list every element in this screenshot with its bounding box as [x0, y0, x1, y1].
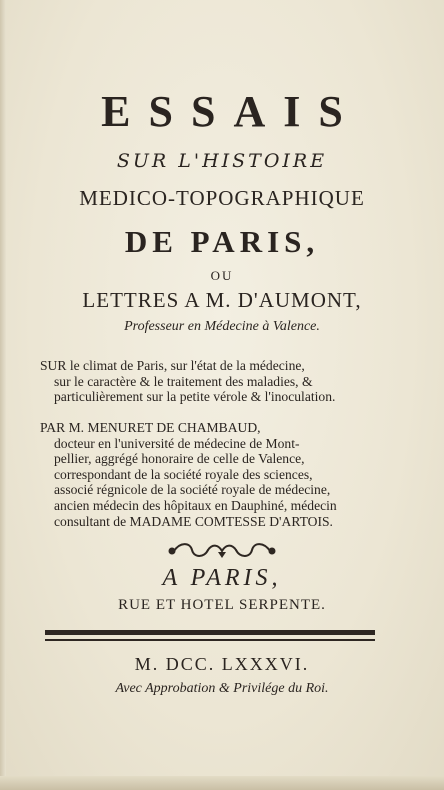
author-line: ancien médecin des hôpitaux en Dauphiné, médecin: [54, 497, 337, 513]
title-line-3: DE PARIS,: [124, 224, 320, 259]
description-line: particulièrement sur la petite vérole & l'inoculation.: [54, 389, 336, 405]
title-line-ou: OU: [210, 268, 234, 283]
author-paragraph: [40, 420, 410, 529]
thick-rule: [45, 630, 375, 635]
description-line: SUR le climat de Paris, sur l'état de la médecine,: [40, 358, 305, 373]
author-line: PAR M. MENURET DE CHAMBAUD,: [40, 420, 261, 435]
imprint-city: A PARIS,: [162, 565, 282, 591]
page-edge-bottom: [0, 776, 444, 790]
ornament-icon: [166, 540, 278, 562]
book-title: ESSAIS: [101, 87, 361, 136]
imprint-address: RUE ET HOTEL SERPENTE.: [118, 597, 326, 613]
royal-privilege: Avec Approbation & Privilége du Roi.: [115, 681, 329, 696]
publication-date: M. DCC. LXXXVI.: [134, 654, 310, 674]
thin-rule: [45, 639, 375, 641]
author-line: correspondant de la société royale des sciences,: [54, 466, 313, 482]
title-line-5: LETTRES A M. D'AUMONT,: [82, 288, 362, 312]
description-paragraph: [40, 358, 410, 405]
title-line-6: Professeur en Médecine à Valence.: [124, 319, 320, 334]
author-line: consultant de MADAME COMTESSE D'ARTOIS.: [54, 513, 333, 529]
title-line-2: MEDICO-TOPOGRAPHIQUE: [79, 186, 365, 210]
description-line: sur le caractère & le traitement des maladies, &: [54, 373, 313, 389]
author-line: docteur en l'université de médecine de Mont-: [54, 435, 300, 451]
author-line: associé régnicole de la société royale de médecine,: [54, 482, 331, 498]
title-line-1: SUR L'HISTOIRE: [116, 150, 328, 172]
author-line: pellier, aggrégé honoraire de celle de Valence,: [54, 451, 305, 467]
